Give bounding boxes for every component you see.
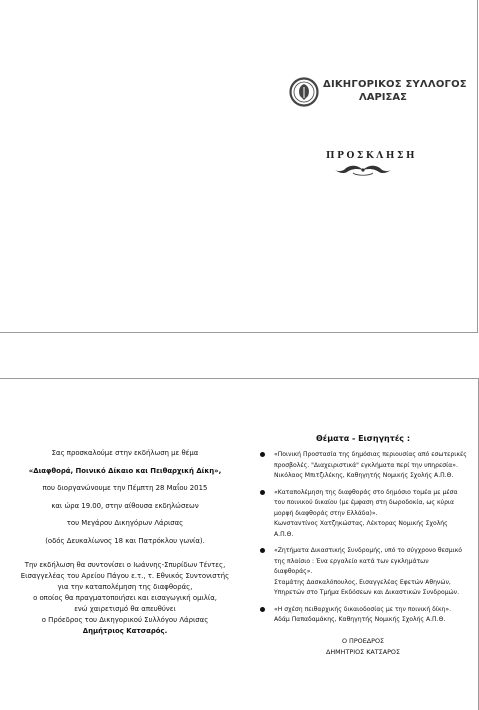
themes-title: Θέματα - Εισηγητές : — [315, 434, 411, 443]
speaker-line: Σταμάτης Δασκαλόπουλος, Εισαγγελέας Εφετών Αθηνών, — [274, 578, 451, 586]
themes-section — [258, 434, 468, 658]
topic-item — [258, 546, 468, 599]
coordinator-title: Εισαγγελέας του Αρείου Πάγου ε.τ., τ. Εθνικός Συντονιστής — [20, 571, 230, 580]
event-time: και ώρα 19.00, στην αίθουσα εκδηλώσεων — [51, 501, 199, 510]
speaker-line: Υπηρετών στο Τμήμα Εκδόσεων και Δικαστικών Συνδρομών. — [274, 589, 460, 596]
topic-item — [258, 605, 468, 626]
topic-line: «Ποινική Προστασία της δημόσιας περιουσίας από εσωτερικές — [274, 451, 467, 458]
topic-line: «Καταπολέμηση της διαφθοράς στο δημόσιο τομέα με μέσα — [274, 488, 458, 496]
signature-name: ΔΗΜΗΤΡΙΟΣ ΚΑΤΣΑΡΟΣ — [325, 647, 401, 656]
coordinator-title-cont: για την καταπολέμηση της διαφθοράς, — [57, 582, 193, 591]
topic-speaker: Νικόλαος Μπιτζιλέκης, Καθηγητής Νομικής Σχολής Α.Π.Θ. — [274, 472, 454, 479]
topic-title — [274, 488, 468, 520]
bullet-icon — [260, 452, 265, 457]
topic-speaker: Κωνσταντίνος Χατζηκώστας, Λέκτορας Νομικής Σχολής Α.Π.Θ. — [274, 520, 448, 538]
invitation-title: ΠΡΟΣΚΛΗΣΗ — [326, 151, 418, 161]
topic-line: της πλαίσιο : Ένα εργαλείο κατά των εγκλημάτων διαφθοράς». — [274, 557, 429, 575]
bullet-icon — [260, 607, 265, 612]
greeting-line: ενώ χαιρετισμό θα απευθύνει — [74, 604, 176, 613]
topic-line: «Ζητήματα Δικαστικής Συνδρομής, υπό το σύγχρονο θεσμικό — [274, 547, 463, 554]
bullet-icon — [260, 548, 265, 553]
event-venue: του Μεγάρου Δικηγόρων Λάρισας — [66, 519, 184, 527]
bar-association-logo — [289, 76, 467, 112]
logo-line2: ΛΑΡΙΣΑΣ — [359, 92, 407, 103]
topic-speaker: Αδάμ Παπαδαμάκης, Καθηγητής Νομικής Σχολής Α.Π.Θ. — [274, 616, 446, 623]
event-date: που διοργανώνουμε την Πέμπτη 28 Μαΐου 2015 — [42, 484, 208, 492]
topic-line: «Η σχέση πειθαρχικής δικαιοδοσίας με την ποινική δίκη». — [274, 605, 452, 613]
event-address: (οδός Δευκαλίωνος 18 και Πατρόκλου γωνία). — [45, 536, 205, 545]
cover-page — [0, 0, 478, 333]
topic-line: μορφή διαφθοράς στην Ελλάδα)». — [274, 509, 378, 517]
invite-line: Σας προσκαλούμε στην εκδήλωση με θέμα — [51, 449, 199, 457]
seal-icon — [289, 77, 319, 107]
signature-role: Ο ΠΡΟΕΔΡΟΣ — [341, 636, 385, 645]
president-name: Δημήτριος Κατσαρός. — [82, 626, 168, 635]
topic-item — [258, 488, 468, 541]
topic-line: προσβολές. "Διαχειριστικά" εγκλήματα περί την υπηρεσία». — [274, 461, 458, 469]
topic-title — [274, 546, 468, 578]
coordinator-line: Την εκδήλωση θα συντονίσει ο Ιωάννης-Σπυρίδων Τέντες, — [24, 560, 226, 569]
topic-item — [258, 450, 468, 482]
topic-line: του ποινικού δικαίου (με έμφαση στη δωροδοκία, ως κύρια — [274, 499, 455, 506]
bullet-icon — [260, 490, 265, 495]
president-line: ο Πρόεδρος του Δικηγορικού Συλλόγου Λάρισας — [41, 615, 209, 624]
topic-title — [274, 605, 468, 616]
invitation-text — [0, 448, 250, 637]
logo-line1: ΔΙΚΗΓΟΡΙΚΟΣ ΣΥΛΛΟΓΟΣ — [323, 79, 467, 90]
signature-block — [258, 636, 468, 658]
intro-speech-line: ο οποίος θα πραγματοποιήσει και εισαγωγική ομιλία, — [33, 593, 217, 602]
topic-title — [274, 450, 468, 471]
event-theme: «Διαφθορά, Ποινικό Δίκαιο και Πειθαρχική Δίκη», — [28, 466, 222, 475]
ornament-icon — [331, 163, 395, 177]
topic-speaker — [274, 578, 468, 599]
